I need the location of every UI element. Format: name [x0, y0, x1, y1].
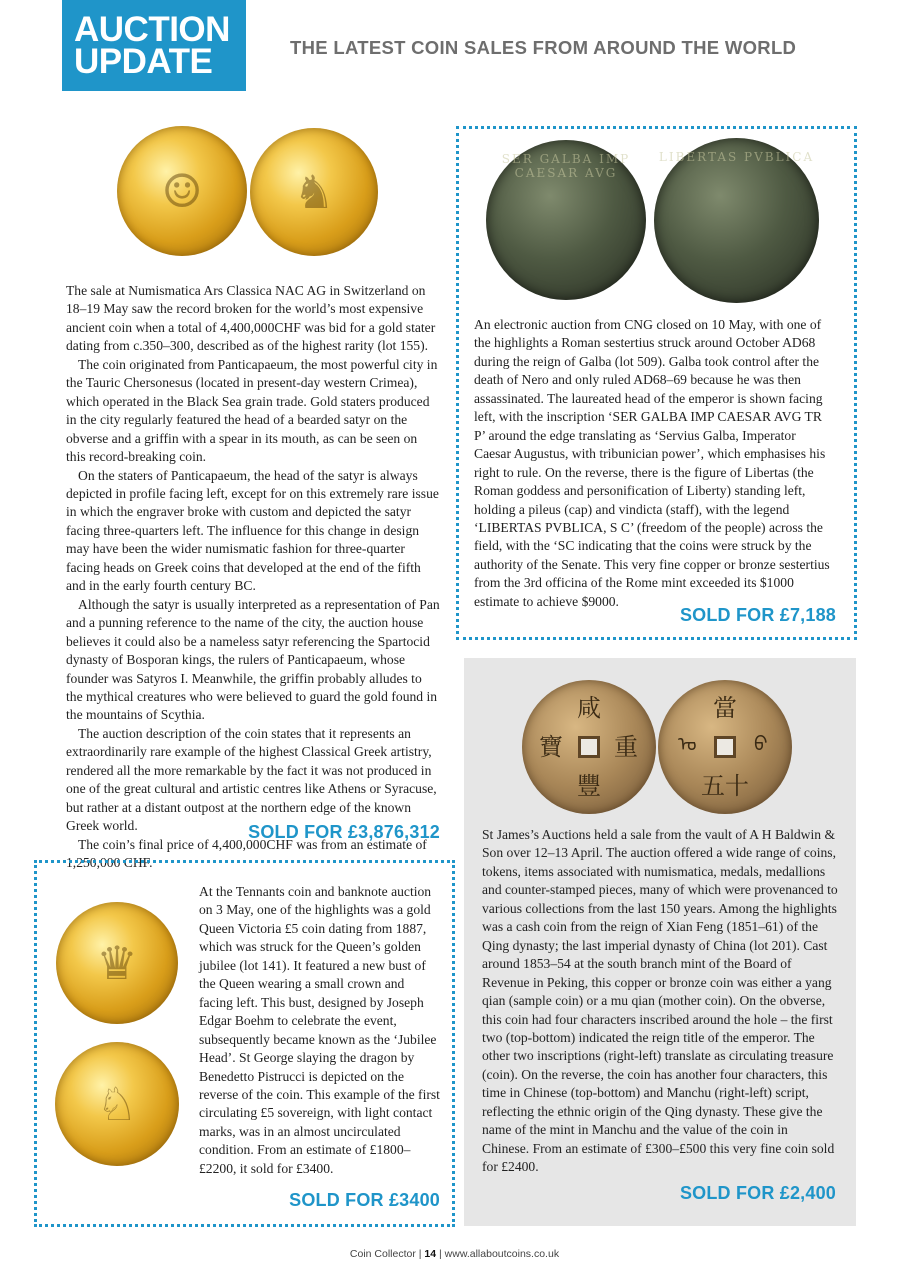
paragraph: The sale at Numismatica Ars Classica NAC AG in Switzerland on 18–19 May saw the record broken for the world’s most expensive ancient coin when a total of 4,400,000CHF was bid for a gold stater dating from c.350–300, described as of the highest rarity (lot 155).: [66, 283, 436, 354]
paragraph: Although the satyr is usually interpreted as a representation of Pan and a punning reference to the name of the city, the auction house believes it could also be a nameless satyr referencing the Spartocid dynasty of Bosporan kings, the rulers of Panticapaeum, whose founder was Satyros I. Meanwhile, the griffin probably alludes to the mythical creatures who were believed to guard the gold found in the mountains of Scythia.: [66, 596, 440, 723]
article-nac-body: [66, 282, 440, 873]
st-george-dragon-icon: ♘: [96, 1077, 138, 1131]
paragraph: The coin originated from Panticapaeum, the most powerful city in the Tauric Chersonesus (located in present-day western Crimea), which operated in the Black Sea grain trade. Gold staters produced in the city regularly featured the head of a bearded satyr on the obverse and a griffin with a spear in its mouth, as can be seen on this record-breaking coin.: [66, 356, 438, 465]
page-tagline: THE LATEST COIN SALES FROM AROUND THE WORLD: [290, 37, 797, 58]
manchu-script-right-icon: ᠪ: [754, 732, 768, 756]
footer-magazine: Coin Collector: [349, 1248, 416, 1260]
sestertius-obverse-image: [486, 140, 646, 300]
gold-stater-reverse-image: [250, 128, 378, 256]
paragraph: St James’s Auctions held a sale from the vault of A H Baldwin & Son over 12–13 April. The auction offered a wide range of coins, tokens, items associated with numismatica, medals, medallions and counter-stamped pieces, many of which were provenanced to various collections from the last 150 years. Among the highlights was a cash coin from the reign of Xian Feng (1851–61) of the Qing dynasty; the last imperial dynasty of China (lot 201). Cast around 1853–54 at the south branch mint of the Board of Revenue in Peking, this copper or bronze coin was either a yang qian (sample coin) or a mu qian (mother coin). On the obverse, this coin had four characters inscribed around the hole – the first two (top-bottom) indicated the reign title of the emperor. The other two inscriptions (right-left) translate as circulating treasure (coin). On the reverse, the coin has another four characters, this time in Chinese (top-bottom) and Manchu (right-left) script, reflecting the ethnic origin of the Qing dynasty. These give the name of the mint in Manchu and the value of the coin in Chinese. From an estimate of £300–£500 this very fine coin sold for £2400.: [482, 827, 838, 1175]
griffin-icon: ♞: [293, 165, 335, 219]
square-hole: [714, 736, 736, 758]
satyr-head-icon: ☺: [161, 164, 203, 218]
victoria-five-pound-reverse-image: [55, 1042, 179, 1166]
gold-stater-obverse-image: [117, 126, 247, 256]
page-footer: Coin Collector | 14 | www.allaboutcoins.co.uk: [349, 1248, 560, 1260]
article-stjames-body: [482, 826, 838, 1177]
sestertius-reverse-image: [654, 138, 819, 303]
paragraph: An electronic auction from CNG closed on 10 May, with one of the highlights a Roman sestertius struck around October AD68 during the reign of Galba (lot 509). Galba took control after the death of Nero and only ruled AD68–69 because he was then assassinated. The laureated head of the emperor is shown facing left, with the inscription ‘SER GALBA IMP CAESAR AVG TR P’ around the edge translating as ‘Servius Galba, Imperator Caesar Augustus, with tribunician power’, which emphasises his right to rule. On the reverse, there is the figure of Libertas (the Roman goddess and personification of Liberty) standing left, holding a pileus (cap) and vindicta (staff), with the legend ‘LIBERTAS PVBLICA, S C’ (freedom of the people) across the field, with the ‘SC indicating that the coins were struck by the authority of the Senate. This very fine copper or bronze sestertius from the 3rd officina of the Rome mint exceeded its $1000 estimate to achieve $9000.: [474, 317, 830, 609]
auction-update-badge: [62, 0, 246, 91]
footer-page-number: 14: [424, 1248, 437, 1260]
coin-reverse-legend: LIBERTAS PVBLICA: [658, 150, 815, 164]
paragraph: On the staters of Panticapaeum, the head of the satyr is always depicted in profile facing left, except for on this extremely rare issue in which the engraver broke with custom and depicted the satyr facing three-quarters left. The influence for this change in design may have been the wider numismatic fashion for three-quarter facing heads on Greek coins that developed at the end of the fifth and in the early fourth century BC.: [66, 467, 439, 594]
sold-price-stjames: SOLD FOR £2,400: [679, 1183, 836, 1203]
badge-line-1: AUCTION: [74, 10, 230, 49]
coin-char-top: 咸: [577, 694, 601, 722]
paragraph: At the Tennants coin and banknote auction on 3 May, one of the highlights was a gold Queen Victoria £5 coin dating from 1887, which was struck for the Queen’s golden jubilee (lot 141). It featured a new bust of the Queen wearing a small crown and facing left. This bust, designed by Joseph Edgar Boehm to celebrate the event, subsequently became known as the ‘Jubilee Head’. St George slaying the dragon by Benedetto Pistrucci is depicted on the reverse of the coin. This example of the first circulating £5 sovereign, with light contact marks, was in an almost uncirculated condition. From an estimate of £1800–£2200, it sold for £3400.: [199, 884, 440, 1176]
victoria-five-pound-obverse-image: [56, 902, 178, 1024]
badge-line-2: UPDATE: [74, 42, 213, 81]
cash-coin-obverse-image: [522, 680, 656, 814]
cash-coin-reverse-image: [658, 680, 792, 814]
sold-price-nac: SOLD FOR £3,876,312: [248, 822, 440, 842]
coin-char-right: 重: [614, 733, 638, 761]
coin-char-bottom: 五十: [701, 772, 749, 800]
paragraph: The coin’s final price of 4,400,000CHF was from an estimate of 1,250,000 CHF.: [66, 836, 427, 871]
square-hole: [578, 736, 600, 758]
footer-website-link[interactable]: www.allaboutcoins.co.uk: [444, 1248, 560, 1260]
article-tennants-body: [199, 883, 441, 1178]
coin-char-top: 當: [713, 694, 737, 722]
manchu-script-left-icon: ᠣ: [678, 732, 697, 756]
sold-price-cng: SOLD FOR £7,188: [679, 605, 836, 625]
article-cng-body: [474, 316, 834, 611]
coin-char-bottom: 豐: [577, 772, 601, 800]
coin-obverse-legend: SER GALBA IMP CAESAR AVG: [501, 152, 631, 180]
coin-char-left: 寶: [539, 733, 563, 761]
queen-bust-icon: ♛: [96, 936, 138, 990]
sold-price-tennants: SOLD FOR £3400: [289, 1190, 440, 1210]
paragraph: The auction description of the coin states that it represents an extraordinarily rare example of the highest Classical Greek artistry, rendered all the more remarkable by the fact it was not produced in one of the great cultural and artistic centres like Athens or Syracuse, but rather at a distant outpost at the northern edge of the known Greek world.: [66, 725, 437, 834]
